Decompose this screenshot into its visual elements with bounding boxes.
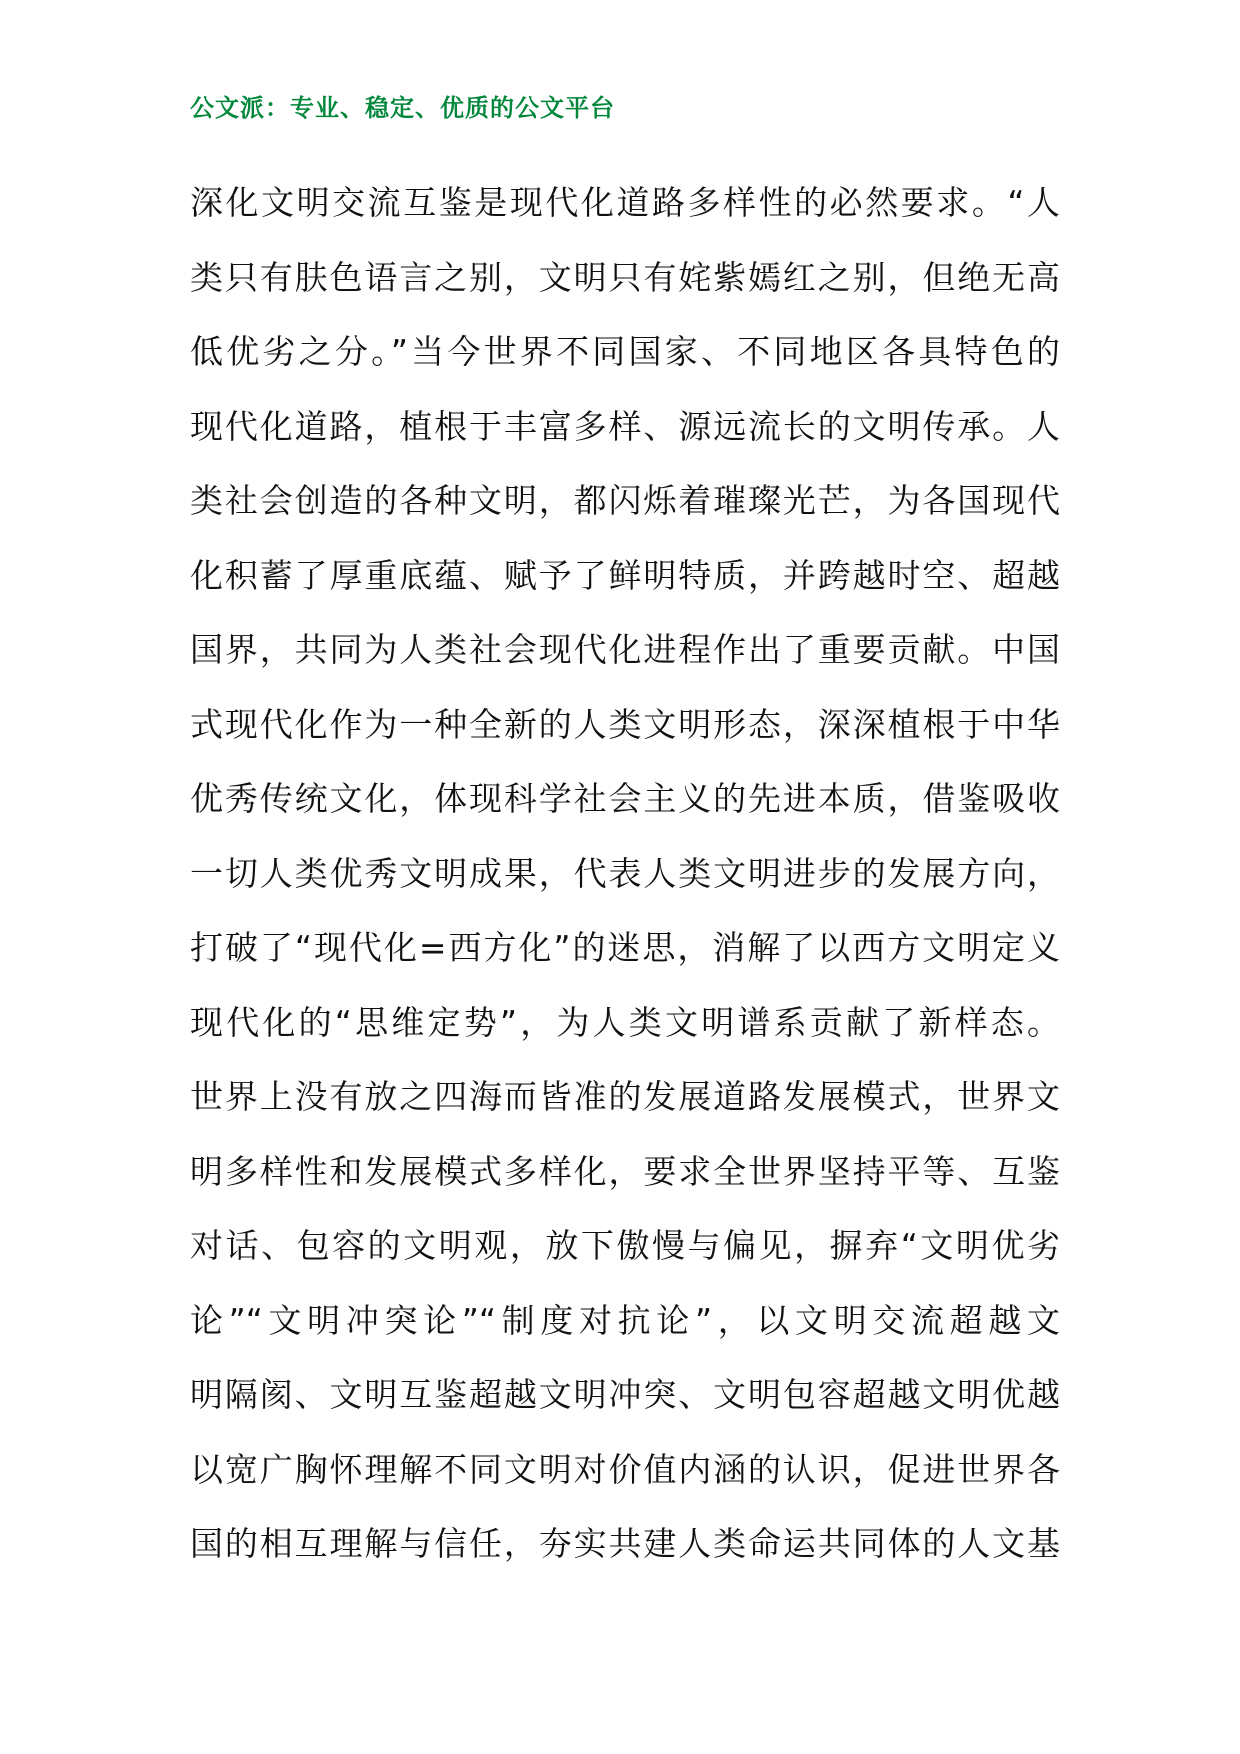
body-line: 式现代化作为一种全新的人类文明形态，深深植根于中华 — [190, 704, 1060, 744]
body-line: 论”“文明冲突论”“制度对抗论”，以文明交流超越文 — [190, 1300, 1060, 1340]
body-line: 深化文明交流互鉴是现代化道路多样性的必然要求。“人 — [190, 183, 1060, 222]
body-line: 明隔阂、文明互鉴超越文明冲突、文明包容超越文明优越 — [190, 1375, 1060, 1414]
body-line: 对话、包容的文明观，放下傲慢与偏见，摒弃“文明优劣 — [190, 1226, 1060, 1265]
body-line: 化积蓄了厚重底蕴、赋予了鲜明特质，并跨越时空、超越 — [190, 555, 1060, 595]
body-line: 打破了“现代化=西方化”的迷思，消解了以西方文明定义 — [190, 928, 1060, 967]
body-line: 现代化的“思维定势”，为人类文明谱系贡献了新样态。 — [190, 1002, 1060, 1042]
body-line: 明多样性和发展模式多样化，要求全世界坚持平等、互鉴 — [190, 1151, 1060, 1191]
body-line: 类只有肤色语言之别，文明只有姹紫嫣红之别，但绝无高 — [190, 257, 1060, 297]
body-line: 国界，共同为人类社会现代化进程作出了重要贡献。中国 — [190, 630, 1060, 669]
body-text — [190, 166, 1060, 1582]
body-line: 世界上没有放之四海而皆准的发展道路发展模式，世界文 — [190, 1077, 1060, 1116]
body-line: 类社会创造的各种文明，都闪烁着璀璨光芒，为各国现代 — [190, 481, 1060, 520]
body-line: 以宽广胸怀理解不同文明对价值内涵的认识，促进世界各 — [190, 1449, 1060, 1489]
header-title: 公文派：专业、稳定、优质的公文平台 — [190, 94, 615, 122]
body-line: 低优劣之分。”当今世界不同国家、不同地区各具特色的 — [190, 332, 1060, 371]
body-line: 优秀传统文化，体现科学社会主义的先进本质，借鉴吸收 — [190, 779, 1060, 818]
body-line: 一切人类优秀文明成果，代表人类文明进步的发展方向， — [190, 853, 1060, 893]
body-line: 国的相互理解与信任，夯实共建人类命运共同体的人文基 — [190, 1524, 1060, 1563]
body-line: 现代化道路，植根于丰富多样、源远流长的文明传承。人 — [190, 406, 1060, 446]
